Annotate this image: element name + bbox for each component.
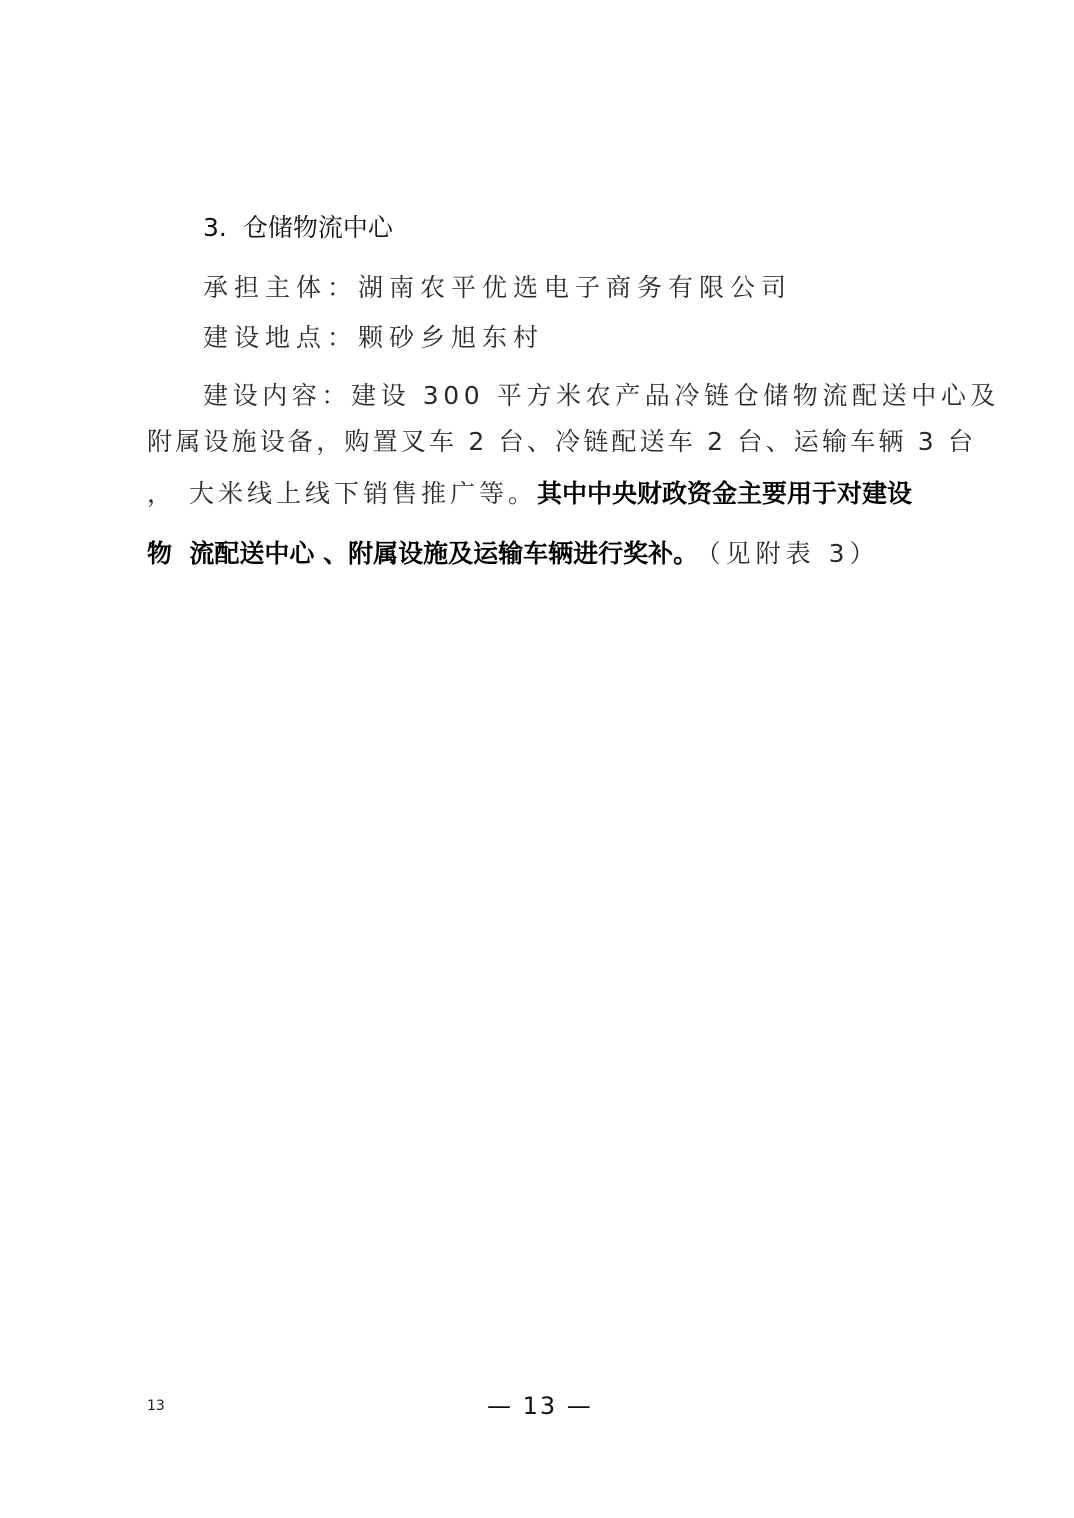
line4-bold-text: 物 流配送中心 、附属设施及运输车辆进行奖补。 (147, 539, 699, 568)
section-title: 仓储物流中心 (242, 213, 393, 242)
line3-comma: ， (147, 479, 179, 508)
line4-light-text: （见附表 3） (708, 539, 880, 568)
line3-bold-text: 其中中央财政资金主要用于对建设 (537, 479, 913, 508)
small-page-number: 13 (147, 1398, 165, 1414)
entity-line: 承担主体：湖南农平优选电子商务有限公司 (203, 273, 793, 302)
content-line-3 (147, 478, 912, 510)
content-line-4 (147, 538, 879, 570)
section-number: 3. (203, 213, 227, 242)
content-line-1: 建设内容：建设 300 平方米农产品冷链仓储物流配送中心及 (203, 381, 1001, 410)
location-line: 建设地点：颗砂乡旭东村 (203, 323, 545, 352)
section-heading (203, 212, 393, 244)
content-line-2: 附属设施设备，购置叉车 2 台、冷链配送车 2 台、运输车辆 3 台 (147, 427, 977, 456)
page-number: — 13 — (487, 1392, 593, 1420)
line3-light-text: 大米线上线下销售推广等。 (189, 479, 538, 508)
